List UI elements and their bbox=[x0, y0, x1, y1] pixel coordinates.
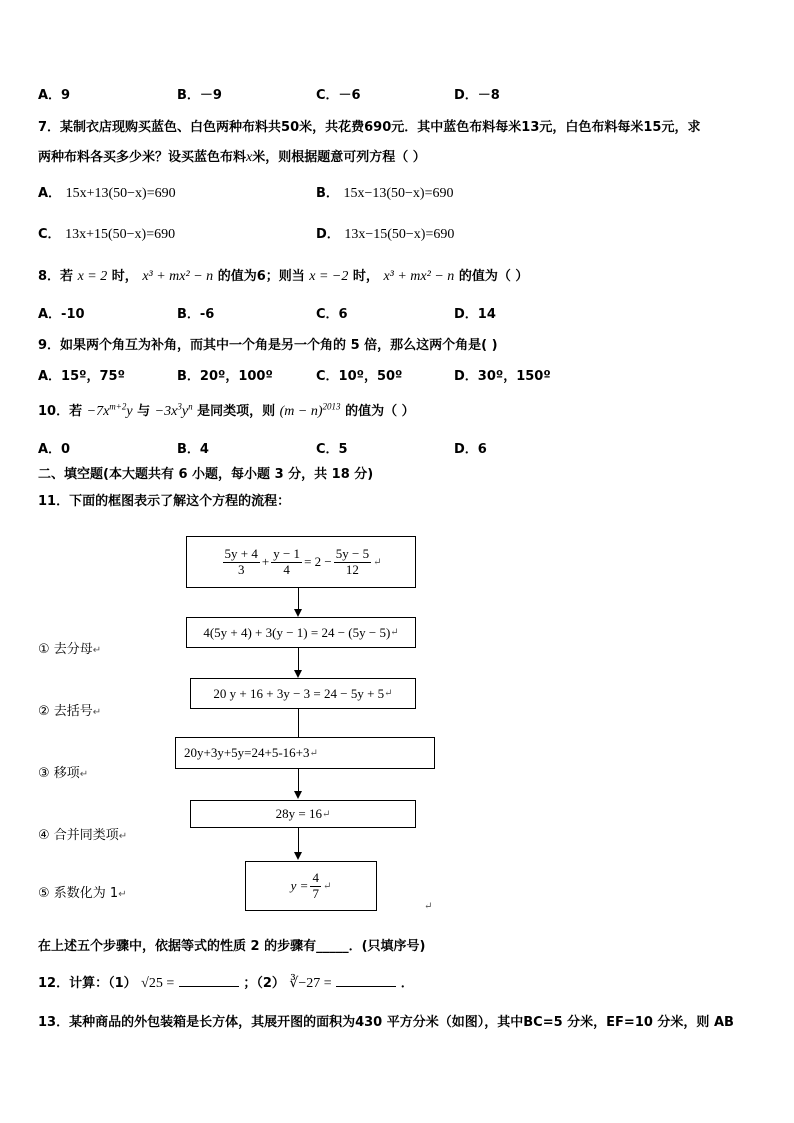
q8-part1: 8．若 bbox=[38, 269, 74, 284]
q10-part3: 是同类项，则 bbox=[197, 404, 276, 419]
q8-part2: 时， bbox=[111, 269, 138, 284]
q7-option-a-label: A． bbox=[38, 186, 62, 201]
q10-part4: 的值为（ ） bbox=[345, 404, 415, 419]
q7-option-c bbox=[38, 223, 175, 243]
flow-box-step3 bbox=[175, 737, 435, 769]
q7-option-a-expr: 15x+13(50−x)=690 bbox=[65, 186, 176, 201]
step-label-2: ② 去括号↵ bbox=[38, 704, 102, 719]
flow-arrow-1-head bbox=[294, 609, 302, 617]
q8-option-a: A．-10 bbox=[38, 307, 85, 322]
return-mark: ↵ bbox=[321, 808, 331, 820]
step5-fraction: $\frac{4}{7}$ bbox=[312, 870, 319, 901]
fraction-2: $\frac{y - 1}{4}$ bbox=[273, 546, 301, 577]
q9-option-d: D．30º，150º bbox=[454, 369, 551, 384]
q12-blank-2[interactable] bbox=[336, 974, 396, 987]
step-label-3: ③ 移项↵ bbox=[38, 766, 89, 781]
q6-option-a: A．9 bbox=[38, 88, 71, 103]
q12-prefix: 12．计算：（1） bbox=[38, 976, 137, 991]
q7-option-a bbox=[38, 182, 176, 202]
q8-part3: 的值为6；则当 bbox=[217, 269, 305, 284]
flow-arrow-1-line bbox=[298, 588, 299, 610]
return-mark: ↵ bbox=[384, 688, 393, 699]
q7-stem-prefix: 两种布料各买多少米？设买蓝色布料 bbox=[38, 150, 247, 165]
q8-stem bbox=[38, 265, 528, 285]
q12-end: ． bbox=[400, 976, 414, 991]
q10-part2: 与 bbox=[137, 404, 151, 419]
q8-expr2: x³ + mx² − n bbox=[383, 269, 455, 284]
q7-option-b-label: B． bbox=[316, 186, 339, 201]
flow-box-step1 bbox=[186, 617, 416, 648]
return-mark: ↵ bbox=[390, 627, 399, 638]
q8-cond2: x = −2 bbox=[309, 269, 349, 284]
q12-expr2: ∛−27 = bbox=[289, 976, 332, 991]
q8-part4: 时， bbox=[352, 269, 379, 284]
step3-equation: 20y+3y+5y=24+5-16+3 bbox=[184, 745, 310, 760]
q8-option-b: B．-6 bbox=[177, 307, 215, 322]
step2-equation: 20 y + 16 + 3y − 3 = 24 − 5y + 5 bbox=[213, 685, 385, 701]
q10-expr: $(m - n)^{2013}$ bbox=[279, 401, 341, 419]
q8-option-c: C．6 bbox=[316, 307, 348, 322]
q8-part5: 的值为（ ） bbox=[458, 269, 529, 284]
flow-arrow-2-head bbox=[294, 670, 302, 678]
q7-stem-suffix: 米，则根据题意可列方程（ ） bbox=[252, 150, 426, 165]
flow-arrow-5-head bbox=[294, 852, 302, 860]
fraction-1: $\frac{5y + 4}{3}$ bbox=[224, 546, 258, 577]
q12-sep: ；（2） bbox=[243, 976, 285, 991]
q10-option-b: B．4 bbox=[177, 442, 209, 457]
q9-stem: 9．如果两个角互为补角，而其中一个角是另一个角的 5 倍，那么这两个角是( ) bbox=[38, 338, 498, 353]
flow-box-step5 bbox=[245, 861, 377, 911]
q8-option-d: D．14 bbox=[454, 307, 496, 322]
q7-var: x bbox=[246, 150, 253, 165]
flow-arrow-2-line bbox=[298, 648, 299, 671]
return-mark: ↵ bbox=[373, 556, 382, 568]
section-heading: 二、填空题(本大题共有 6 小题，每小题 3 分，共 18 分) bbox=[38, 467, 374, 482]
q7-option-d-expr: 13x−15(50−x)=690 bbox=[344, 227, 455, 242]
q9-option-c: C．10º，50º bbox=[316, 369, 403, 384]
q7-stem-line2 bbox=[38, 146, 426, 166]
plus-sign: + bbox=[261, 554, 270, 569]
q10-stem bbox=[38, 400, 415, 420]
q8-expr1: x³ + mx² − n bbox=[142, 269, 214, 284]
step-label-5: ⑤ 系数化为 1↵ bbox=[38, 886, 127, 901]
q7-stem-line1: 7．某制衣店现购买蓝色、白色两种布料共50米，共花费690元．其中蓝色布料每米13元，白色布料每米15元，求 bbox=[38, 120, 701, 135]
q7-option-c-expr: 13x+15(50−x)=690 bbox=[65, 227, 176, 242]
flow-box-step4 bbox=[190, 800, 416, 828]
step1-equation: 4(5y + 4) + 3(y − 1) = 24 − (5y − 5) bbox=[203, 624, 391, 640]
q11-title: 11．下面的框图表示了解这个方程的流程： bbox=[38, 494, 291, 509]
flow-box-step2 bbox=[190, 678, 416, 709]
q7-option-b-expr: 15x−13(50−x)=690 bbox=[343, 186, 454, 201]
q6-option-c: C．－6 bbox=[316, 88, 361, 103]
q7-option-b bbox=[316, 182, 453, 202]
q12-stem bbox=[38, 972, 414, 992]
q6-option-d: D．－8 bbox=[454, 88, 500, 103]
flow-arrow-5-line bbox=[298, 828, 299, 853]
q10-part1: 10．若 bbox=[38, 404, 83, 419]
flow-arrow-4-head bbox=[294, 791, 302, 799]
q7-option-d bbox=[316, 223, 454, 243]
q8-cond1: x = 2 bbox=[77, 269, 108, 284]
step4-equation: 28y = 16 bbox=[275, 806, 322, 821]
flow-box-original-equation bbox=[186, 536, 416, 588]
q9-option-a: A．15º，75º bbox=[38, 369, 125, 384]
return-mark: ↵ bbox=[424, 901, 433, 912]
q10-term2: $-3x^3y^n$ bbox=[154, 401, 193, 419]
flow-arrow-3-line bbox=[298, 709, 299, 737]
q9-option-b: B．20º，100º bbox=[177, 369, 273, 384]
step-label-1: ① 去分母↵ bbox=[38, 642, 102, 657]
q6-option-b: B．－9 bbox=[177, 88, 222, 103]
q7-option-c-label: C． bbox=[38, 227, 61, 242]
equals-part: = 2 − bbox=[304, 554, 332, 569]
q7-option-d-label: D． bbox=[316, 227, 340, 242]
step-label-4: ④ 合并同类项↵ bbox=[38, 828, 128, 843]
step5-lhs: y = bbox=[290, 878, 309, 893]
fraction-3: $\frac{5y - 5}{12}$ bbox=[335, 546, 370, 577]
q12-expr1: √25 = bbox=[141, 976, 175, 991]
q10-term1: $-7x^{m+2}y$ bbox=[86, 401, 133, 419]
return-mark: ↵ bbox=[322, 880, 332, 892]
q10-option-a: A．0 bbox=[38, 442, 71, 457]
q12-blank-1[interactable] bbox=[179, 974, 239, 987]
q10-option-c: C．5 bbox=[316, 442, 348, 457]
q11-question: 在上述五个步骤中，依据等式的性质 2 的步骤有_____．(只填序号) bbox=[38, 939, 426, 954]
q13-stem: 13．某种商品的外包装箱是长方体，其展开图的面积为430 平方分米（如图），其中BC=5 分米，EF=10 分米，则 AB bbox=[38, 1015, 734, 1030]
return-mark: ↵ bbox=[309, 747, 318, 759]
q10-option-d: D．6 bbox=[454, 442, 487, 457]
flow-arrow-4-line bbox=[298, 769, 299, 792]
